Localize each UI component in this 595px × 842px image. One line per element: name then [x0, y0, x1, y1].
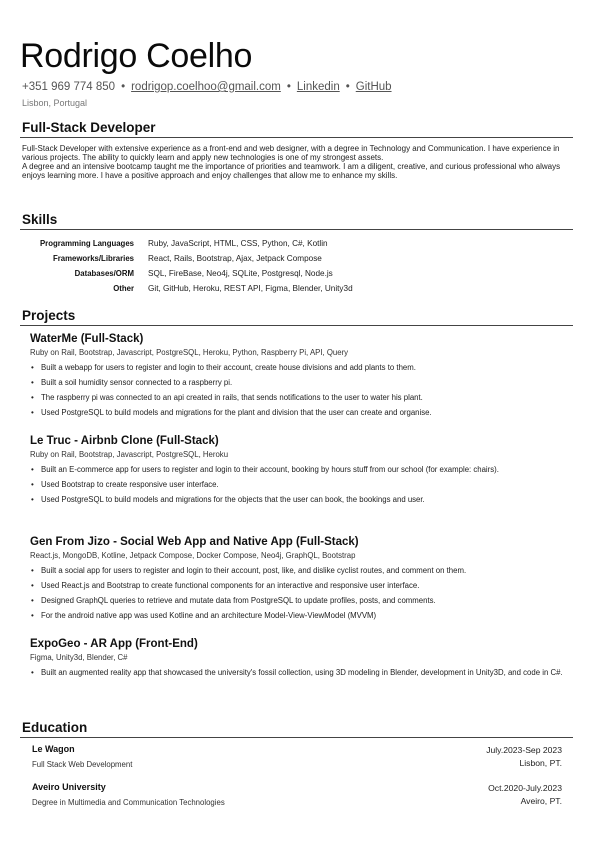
skill-row	[22, 236, 353, 251]
skill-values: SQL, FireBase, Neo4j, SQLite, Postgresql, Node.js	[148, 269, 333, 278]
location: Lisbon, Portugal	[22, 98, 88, 108]
summary-paragraph: Full-Stack Developer with extensive experience as a front-end and web designer, with a degree in Technology and Communication. I have experience in various projects. The ability to quickly learn and apply new technologies is one of my strongest assets.	[22, 144, 560, 162]
skill-category: Programming Languages	[39, 239, 134, 248]
skill-row	[22, 266, 353, 281]
bullet-item: • The raspberry pi was connected to an api created in rails, that sends notifications to the user to water his plant.	[30, 393, 570, 403]
education-place: Lisbon, PT.	[519, 758, 562, 768]
project-title: Le Truc - Airbnb Clone (Full-Stack)	[30, 435, 219, 447]
separator-dot: •	[286, 81, 291, 93]
project-bullets	[30, 465, 570, 505]
project-entry	[30, 332, 570, 423]
education-dates: July.2023-Sep 2023	[486, 745, 562, 755]
bullet-item: • Used Bootstrap to create responsive user interface.	[30, 480, 570, 490]
school-name: Aveiro University	[32, 782, 106, 792]
separator-dot: •	[121, 81, 126, 93]
email-link[interactable]: rodrigop.coelhoo@gmail.com	[131, 81, 281, 93]
projects-heading: Projects	[22, 308, 76, 323]
project-tech-stack: Figma, Unity3d, Blender, C#	[30, 653, 128, 662]
degree-name: Full Stack Web Development	[32, 760, 133, 769]
project-bullets	[30, 668, 570, 678]
bullet-item: • Built an E-commerce app for users to register and login to their account, booking by hours stuff from our school (for example: chairs).	[30, 465, 570, 475]
bullet-item: • Built an augmented reality app that showcased the university's fossil collection, using 3D modeling in Blender, development in Unity3D, and code in C#.	[30, 668, 570, 678]
education-entry	[32, 782, 562, 807]
degree-name: Degree in Multimedia and Communication Technologies	[32, 798, 225, 807]
project-bullets	[30, 566, 570, 621]
contact-line	[22, 80, 392, 94]
bullet-item: • For the android native app was used Kotline and an architecture Model-View-ViewModel (MVVM)	[30, 611, 570, 621]
project-entry	[30, 637, 570, 683]
education-place: Aveiro, PT.	[520, 796, 562, 806]
project-title: Gen From Jizo - Social Web App and Native App (Full-Stack)	[30, 536, 359, 548]
skills-heading: Skills	[22, 212, 58, 227]
education-meta	[486, 744, 562, 770]
education-entry	[32, 744, 562, 769]
project-bullets	[30, 363, 570, 418]
education-heading: Education	[22, 720, 88, 735]
skill-category: Other	[113, 284, 134, 293]
skill-values: Ruby, JavaScript, HTML, CSS, Python, C#, Kotlin	[148, 239, 328, 248]
skill-category: Frameworks/Libraries	[52, 254, 134, 263]
project-title: ExpoGeo - AR App (Front-End)	[30, 638, 198, 650]
project-tech-stack: React.js, MongoDB, Kotline, Jetpack Compose, Docker Compose, Neo4j, GraphQL, Bootstrap	[30, 551, 356, 560]
project-tech-stack: Ruby on Rail, Bootstrap, Javascript, PostgreSQL, Heroku, Python, Raspberry Pi, API, Query	[30, 348, 349, 357]
skills-table	[22, 236, 353, 296]
project-tech-stack: Ruby on Rail, Bootstrap, Javascript, PostgreSQL, Heroku	[30, 450, 229, 459]
skill-row	[22, 281, 353, 296]
bullet-item: • Used PostgreSQL to build models and migrations for the objects that the user can book, the bookings and user.	[30, 495, 570, 505]
summary-paragraph: A degree and an intensive bootcamp taught me the importance of priorities and teamwork. I am a diligent, creative, and curious professional who always enjoys learning more. I have a positive approach and enjoy challenges that allow me to enhance my skills.	[22, 162, 561, 180]
education-meta	[488, 782, 562, 808]
summary-heading: Full-Stack Developer	[22, 120, 156, 135]
project-entry	[30, 535, 570, 626]
bullet-item: • Used React.js and Bootstrap to create functional components for an interactive and responsive user interface.	[30, 581, 570, 591]
bullet-item: • Used PostgreSQL to build models and migrations for the plant and division that the user can create and organise.	[30, 408, 570, 418]
section-divider	[20, 737, 573, 738]
bullet-item: • Built a social app for users to register and login to their account, post, like, and dislike cyclist routes, and comment on them.	[30, 566, 570, 576]
github-link[interactable]: GitHub	[355, 81, 392, 93]
section-divider	[20, 325, 573, 326]
project-entry	[30, 434, 570, 510]
school-name: Le Wagon	[32, 744, 75, 754]
skill-row	[22, 251, 353, 266]
project-title: WaterMe (Full-Stack)	[30, 333, 144, 345]
separator-dot: •	[345, 81, 350, 93]
skill-category: Databases/ORM	[74, 269, 134, 278]
bullet-item: • Designed GraphQL queries to retrieve and mutate data from PostgreSQL to update profiles, posts, and comments.	[30, 596, 570, 606]
phone-number: +351 969 774 850	[22, 81, 116, 93]
section-divider	[20, 229, 573, 230]
skill-values: React, Rails, Bootstrap, Ajax, Jetpack Compose	[148, 254, 322, 263]
education-dates: Oct.2020-July.2023	[488, 783, 562, 793]
candidate-name: Rodrigo Coelho	[20, 37, 253, 75]
bullet-item: • Built a webapp for users to register and login to their account, create house divisions and add plants to them.	[30, 363, 570, 373]
summary-text	[22, 144, 572, 180]
section-divider	[20, 137, 573, 138]
bullet-item: • Built a soil humidity sensor connected to a raspberry pi.	[30, 378, 570, 388]
skill-values: Git, GitHub, Heroku, REST API, Figma, Blender, Unity3d	[148, 284, 353, 293]
linkedin-link[interactable]: Linkedin	[296, 81, 340, 93]
